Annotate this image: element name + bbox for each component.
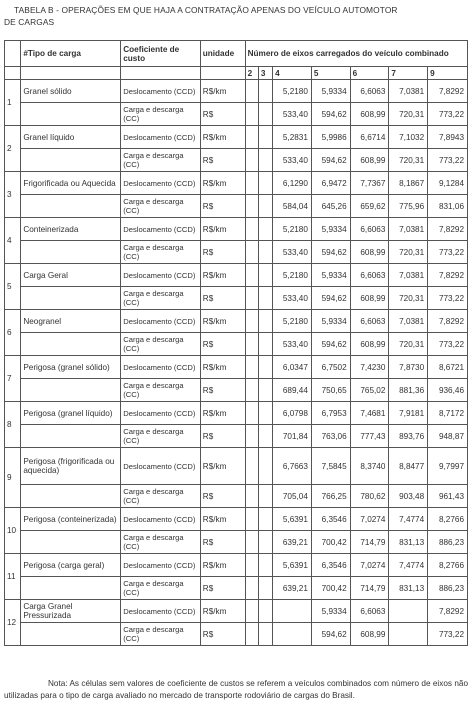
unit-rs: R$ [200, 333, 245, 356]
cc-value: 594,62 [311, 623, 350, 646]
unit-km: R$/km [200, 310, 245, 333]
ccd-value: 6,6063 [350, 218, 389, 241]
cc-value: 714,79 [350, 577, 389, 600]
ccd-value: 6,3546 [311, 554, 350, 577]
ccd-value: 7,0381 [389, 310, 428, 333]
cargo-type-empty [21, 103, 121, 126]
table-row [5, 195, 468, 218]
ccd-value: 5,2180 [273, 310, 312, 333]
table-body [5, 80, 468, 646]
cc-value: 700,42 [311, 577, 350, 600]
axle-header-5: 5 [311, 67, 350, 80]
cc-value: 700,42 [311, 531, 350, 554]
axle-3-value [258, 402, 272, 425]
ccd-value: 7,8292 [428, 310, 468, 333]
cc-value: 886,23 [428, 531, 468, 554]
coef-deslocamento: Deslocamento (CCD) [121, 80, 201, 103]
ccd-value: 5,6391 [273, 508, 312, 531]
axle-2-value [245, 379, 258, 402]
axle-3-value [258, 126, 272, 149]
cc-value: 780,62 [350, 485, 389, 508]
cargo-type-empty [21, 333, 121, 356]
cargo-type-empty [21, 531, 121, 554]
cc-value: 881,36 [389, 379, 428, 402]
ccd-value: 7,8943 [428, 126, 468, 149]
ccd-value: 6,0798 [273, 402, 312, 425]
cc-value: 645,26 [311, 195, 350, 218]
row-number: 7 [5, 356, 21, 402]
axle-header-9: 9 [428, 67, 468, 80]
ccd-value: 7,4774 [389, 554, 428, 577]
table-row [5, 623, 468, 646]
ccd-value: 6,6063 [350, 264, 389, 287]
axle-3-value [258, 310, 272, 333]
ccd-value: 5,9334 [311, 80, 350, 103]
cargo-type: Perigosa (granel líquido) [21, 402, 121, 425]
row-number: 6 [5, 310, 21, 356]
table-row [5, 425, 468, 448]
axle-3-value [258, 554, 272, 577]
cc-value: 639,21 [273, 577, 312, 600]
row-number: 12 [5, 600, 21, 646]
ccd-value: 7,9181 [389, 402, 428, 425]
cc-value: 720,31 [389, 333, 428, 356]
cc-value: 720,31 [389, 287, 428, 310]
coef-carga: Carga e descarga (CC) [121, 287, 201, 310]
row-number: 8 [5, 402, 21, 448]
table-row [5, 264, 468, 287]
row-number: 4 [5, 218, 21, 264]
unit-rs: R$ [200, 425, 245, 448]
axle-2-value [245, 287, 258, 310]
table-row [5, 103, 468, 126]
cc-value: 720,31 [389, 149, 428, 172]
ccd-value [389, 600, 428, 623]
cargo-type-empty [21, 241, 121, 264]
axle-2-value [245, 195, 258, 218]
cc-value: 831,13 [389, 531, 428, 554]
cargo-type: Frigorificada ou Aquecida [21, 172, 121, 195]
table-title [0, 4, 476, 28]
ccd-value: 5,9334 [311, 600, 350, 623]
coef-carga: Carga e descarga (CC) [121, 103, 201, 126]
unit-km: R$/km [200, 508, 245, 531]
cc-value: 608,99 [350, 241, 389, 264]
cc-value: 763,06 [311, 425, 350, 448]
unit-rs: R$ [200, 149, 245, 172]
ccd-value: 7,8292 [428, 218, 468, 241]
coef-deslocamento: Deslocamento (CCD) [121, 172, 201, 195]
header-empty [5, 41, 21, 67]
axle-3-value [258, 218, 272, 241]
row-number: 5 [5, 264, 21, 310]
ccd-value: 7,0381 [389, 218, 428, 241]
cc-value: 594,62 [311, 149, 350, 172]
ccd-value: 5,2180 [273, 218, 312, 241]
table-row [5, 218, 468, 241]
cc-value: 936,46 [428, 379, 468, 402]
cc-value: 893,76 [389, 425, 428, 448]
cargo-type: Perigosa (conteinerizada) [21, 508, 121, 531]
cc-value: 773,22 [428, 333, 468, 356]
unit-rs: R$ [200, 287, 245, 310]
row-number: 11 [5, 554, 21, 600]
cc-value: 948,87 [428, 425, 468, 448]
coef-carga: Carga e descarga (CC) [121, 149, 201, 172]
axle-3-value [258, 508, 272, 531]
cc-value: 608,99 [350, 623, 389, 646]
axle-2-value [245, 425, 258, 448]
axle-3-value [258, 600, 272, 623]
cargo-type: Perigosa (granel sólido) [21, 356, 121, 379]
ccd-value: 5,2180 [273, 264, 312, 287]
table-row [5, 149, 468, 172]
ccd-value: 7,4230 [350, 356, 389, 379]
unit-km: R$/km [200, 554, 245, 577]
cargo-type-empty [21, 195, 121, 218]
coef-carga: Carga e descarga (CC) [121, 531, 201, 554]
axle-2-value [245, 600, 258, 623]
cargo-type-empty [21, 379, 121, 402]
table-row [5, 333, 468, 356]
ccd-value: 7,0381 [389, 264, 428, 287]
coef-carga: Carga e descarga (CC) [121, 333, 201, 356]
cc-value [273, 623, 312, 646]
ccd-value: 6,7502 [311, 356, 350, 379]
row-number: 1 [5, 80, 21, 126]
cc-value: 608,99 [350, 333, 389, 356]
ccd-value: 8,2766 [428, 554, 468, 577]
axle-2-value [245, 310, 258, 333]
axle-3-value [258, 531, 272, 554]
axle-2-value [245, 402, 258, 425]
ccd-value: 7,8292 [428, 600, 468, 623]
unit-km: R$/km [200, 356, 245, 379]
axle-3-value [258, 333, 272, 356]
cc-value: 594,62 [311, 103, 350, 126]
cc-value: 701,84 [273, 425, 312, 448]
cc-value: 777,43 [350, 425, 389, 448]
cc-value: 714,79 [350, 531, 389, 554]
axle-2-value [245, 577, 258, 600]
ccd-value: 5,9334 [311, 310, 350, 333]
axle-2-value [245, 80, 258, 103]
table-row [5, 600, 468, 623]
cargo-type: Neogranel [21, 310, 121, 333]
cargo-type: Perigosa (frigorificada ou aquecida) [21, 448, 121, 485]
table-row [5, 485, 468, 508]
unit-km: R$/km [200, 448, 245, 485]
axle-2-value [245, 623, 258, 646]
ccd-value: 7,0381 [389, 80, 428, 103]
ccd-value: 8,8477 [389, 448, 428, 485]
table-row [5, 508, 468, 531]
ccd-value: 7,0274 [350, 554, 389, 577]
ccd-value: 5,2180 [273, 80, 312, 103]
table-row [5, 402, 468, 425]
ccd-value: 7,8292 [428, 264, 468, 287]
cargo-type: Carga Geral [21, 264, 121, 287]
axle-header-2: 2 [245, 67, 258, 80]
unit-rs: R$ [200, 485, 245, 508]
row-number: 3 [5, 172, 21, 218]
coef-carga: Carga e descarga (CC) [121, 195, 201, 218]
coef-deslocamento: Deslocamento (CCD) [121, 218, 201, 241]
coef-deslocamento: Deslocamento (CCD) [121, 448, 201, 485]
axle-2-value [245, 149, 258, 172]
axle-3-value [258, 80, 272, 103]
cc-value: 639,21 [273, 531, 312, 554]
unit-rs: R$ [200, 379, 245, 402]
coef-deslocamento: Deslocamento (CCD) [121, 310, 201, 333]
cc-value: 831,13 [389, 577, 428, 600]
cc-value: 720,31 [389, 241, 428, 264]
coef-carga: Carga e descarga (CC) [121, 577, 201, 600]
axle-header-row [5, 67, 468, 80]
cc-value: 961,43 [428, 485, 468, 508]
unit-rs: R$ [200, 623, 245, 646]
ccd-value: 5,9334 [311, 264, 350, 287]
unit-km: R$/km [200, 264, 245, 287]
cargo-type: Granel líquido [21, 126, 121, 149]
cargo-type-empty [21, 623, 121, 646]
header-unidade: unidade [200, 41, 245, 67]
axle-header-7: 7 [389, 67, 428, 80]
cargo-type-empty [21, 577, 121, 600]
table-row [5, 531, 468, 554]
ccd-value: 6,9472 [311, 172, 350, 195]
cc-value: 608,99 [350, 287, 389, 310]
ccd-value: 6,1290 [273, 172, 312, 195]
ccd-value: 9,1284 [428, 172, 468, 195]
table-row [5, 554, 468, 577]
cargo-type: Granel sólido [21, 80, 121, 103]
cc-value: 766,25 [311, 485, 350, 508]
ccd-value: 8,7172 [428, 402, 468, 425]
unit-km: R$/km [200, 126, 245, 149]
unit-rs: R$ [200, 241, 245, 264]
axle-3-value [258, 172, 272, 195]
cc-value: 608,99 [350, 149, 389, 172]
coef-carga: Carga e descarga (CC) [121, 623, 201, 646]
coef-deslocamento: Deslocamento (CCD) [121, 554, 201, 577]
axle-3-value [258, 379, 272, 402]
axle-3-value [258, 448, 272, 485]
axle-2-value [245, 218, 258, 241]
axle-2-value [245, 126, 258, 149]
axle-3-value [258, 149, 272, 172]
coef-carga: Carga e descarga (CC) [121, 485, 201, 508]
cc-value: 773,22 [428, 287, 468, 310]
unit-rs: R$ [200, 577, 245, 600]
cargo-type-empty [21, 485, 121, 508]
table-row [5, 310, 468, 333]
coef-deslocamento: Deslocamento (CCD) [121, 356, 201, 379]
row-number: 10 [5, 508, 21, 554]
axle-3-value [258, 287, 272, 310]
axle-header-3: 3 [258, 67, 272, 80]
ccd-value: 5,9986 [311, 126, 350, 149]
unit-km: R$/km [200, 600, 245, 623]
table-note: Nota: As células sem valores de coeficiente de custos se referem a veículos combinados com número de eixos não utilizadas para o tipo de carga avaliado no mercado de transporte rodoviário de cargas do Brasil. [4, 679, 468, 700]
axle-header-6: 6 [350, 67, 389, 80]
ccd-value: 7,1032 [389, 126, 428, 149]
table-row [5, 287, 468, 310]
coef-carga: Carga e descarga (CC) [121, 241, 201, 264]
ccd-value: 5,9334 [311, 218, 350, 241]
cc-value: 584,04 [273, 195, 312, 218]
coef-deslocamento: Deslocamento (CCD) [121, 126, 201, 149]
cargo-type: Carga Granel Pressurizada [21, 600, 121, 623]
axle-3-value [258, 485, 272, 508]
cc-value: 533,40 [273, 103, 312, 126]
axle-2-value [245, 241, 258, 264]
axle-2-value [245, 103, 258, 126]
cc-value: 831,06 [428, 195, 468, 218]
row-number: 9 [5, 448, 21, 508]
unit-km: R$/km [200, 172, 245, 195]
axle-2-value [245, 333, 258, 356]
cc-value: 775,96 [389, 195, 428, 218]
cc-value: 594,62 [311, 241, 350, 264]
ccd-value: 6,6063 [350, 310, 389, 333]
axle-3-value [258, 577, 272, 600]
coef-carga: Carga e descarga (CC) [121, 425, 201, 448]
axle-3-value [258, 623, 272, 646]
table-row [5, 126, 468, 149]
ccd-value: 8,2766 [428, 508, 468, 531]
coef-deslocamento: Deslocamento (CCD) [121, 264, 201, 287]
cc-value: 886,23 [428, 577, 468, 600]
cc-value: 773,22 [428, 241, 468, 264]
ccd-value: 7,4681 [350, 402, 389, 425]
cc-value: 594,62 [311, 333, 350, 356]
table-row [5, 379, 468, 402]
table-title-line-1: TABELA B - OPERAÇÕES EM QUE HAJA A CONTRATAÇÃO APENAS DO VEÍCULO AUTOMOTOR [14, 5, 398, 15]
unit-km: R$/km [200, 80, 245, 103]
axle-2-value [245, 448, 258, 485]
cc-value: 773,22 [428, 149, 468, 172]
table-row [5, 448, 468, 485]
ccd-value: 8,6721 [428, 356, 468, 379]
header-coeficiente: Coeficiente de custo [121, 41, 201, 67]
cc-value: 773,22 [428, 103, 468, 126]
axle-2-value [245, 485, 258, 508]
axle-2-value [245, 508, 258, 531]
table-row [5, 241, 468, 264]
unit-km: R$/km [200, 402, 245, 425]
table-row [5, 577, 468, 600]
axle-3-value [258, 425, 272, 448]
axle-2-value [245, 264, 258, 287]
table-title-line-2: DE CARGAS [4, 17, 55, 27]
ccd-value: 7,8730 [389, 356, 428, 379]
cc-value: 689,44 [273, 379, 312, 402]
ccd-value: 6,7953 [311, 402, 350, 425]
coef-deslocamento: Deslocamento (CCD) [121, 600, 201, 623]
ccd-value: 7,5845 [311, 448, 350, 485]
unit-rs: R$ [200, 531, 245, 554]
axle-2-value [245, 531, 258, 554]
unit-km: R$/km [200, 218, 245, 241]
axle-3-value [258, 264, 272, 287]
ccd-value: 9,7997 [428, 448, 468, 485]
axle-2-value [245, 172, 258, 195]
ccd-value: 6,6714 [350, 126, 389, 149]
cargo-type-empty [21, 425, 121, 448]
cc-value: 608,99 [350, 103, 389, 126]
ccd-value: 8,1867 [389, 172, 428, 195]
cc-value: 903,48 [389, 485, 428, 508]
table-row [5, 356, 468, 379]
coef-deslocamento: Deslocamento (CCD) [121, 508, 201, 531]
cc-value: 533,40 [273, 241, 312, 264]
axle-3-value [258, 241, 272, 264]
header-eixos: Número de eixos carregados do veículo combinado [245, 41, 467, 67]
unit-rs: R$ [200, 195, 245, 218]
cc-value [389, 623, 428, 646]
coef-carga: Carga e descarga (CC) [121, 379, 201, 402]
ccd-value: 7,7367 [350, 172, 389, 195]
axle-2-value [245, 554, 258, 577]
cc-value: 659,62 [350, 195, 389, 218]
ccd-value: 7,4774 [389, 508, 428, 531]
cc-value: 773,22 [428, 623, 468, 646]
ccd-value: 6,6063 [350, 600, 389, 623]
ccd-value: 6,7663 [273, 448, 312, 485]
cargo-type: Perigosa (carga geral) [21, 554, 121, 577]
cargo-type-empty [21, 149, 121, 172]
header-tipo: #Tipo de carga [21, 41, 121, 67]
cc-value: 705,04 [273, 485, 312, 508]
cargo-type: Conteinerizada [21, 218, 121, 241]
table-row [5, 172, 468, 195]
cargo-type-empty [21, 287, 121, 310]
ccd-value: 5,6391 [273, 554, 312, 577]
ccd-value: 6,6063 [350, 80, 389, 103]
cc-value: 750,65 [311, 379, 350, 402]
axle-2-value [245, 356, 258, 379]
coef-deslocamento: Deslocamento (CCD) [121, 402, 201, 425]
ccd-value: 8,3740 [350, 448, 389, 485]
ccd-value [273, 600, 312, 623]
unit-rs: R$ [200, 103, 245, 126]
ccd-value: 6,0347 [273, 356, 312, 379]
cc-value: 533,40 [273, 287, 312, 310]
cost-table [4, 40, 468, 646]
ccd-value: 6,3546 [311, 508, 350, 531]
cc-value: 594,62 [311, 287, 350, 310]
axle-3-value [258, 356, 272, 379]
ccd-value: 7,0274 [350, 508, 389, 531]
ccd-value: 5,2831 [273, 126, 312, 149]
axle-3-value [258, 103, 272, 126]
cc-value: 533,40 [273, 149, 312, 172]
cc-value: 533,40 [273, 333, 312, 356]
row-number: 2 [5, 126, 21, 172]
table-row [5, 80, 468, 103]
cc-value: 720,31 [389, 103, 428, 126]
axle-3-value [258, 195, 272, 218]
axle-header-4: 4 [273, 67, 312, 80]
cc-value: 765,02 [350, 379, 389, 402]
ccd-value: 7,8292 [428, 80, 468, 103]
